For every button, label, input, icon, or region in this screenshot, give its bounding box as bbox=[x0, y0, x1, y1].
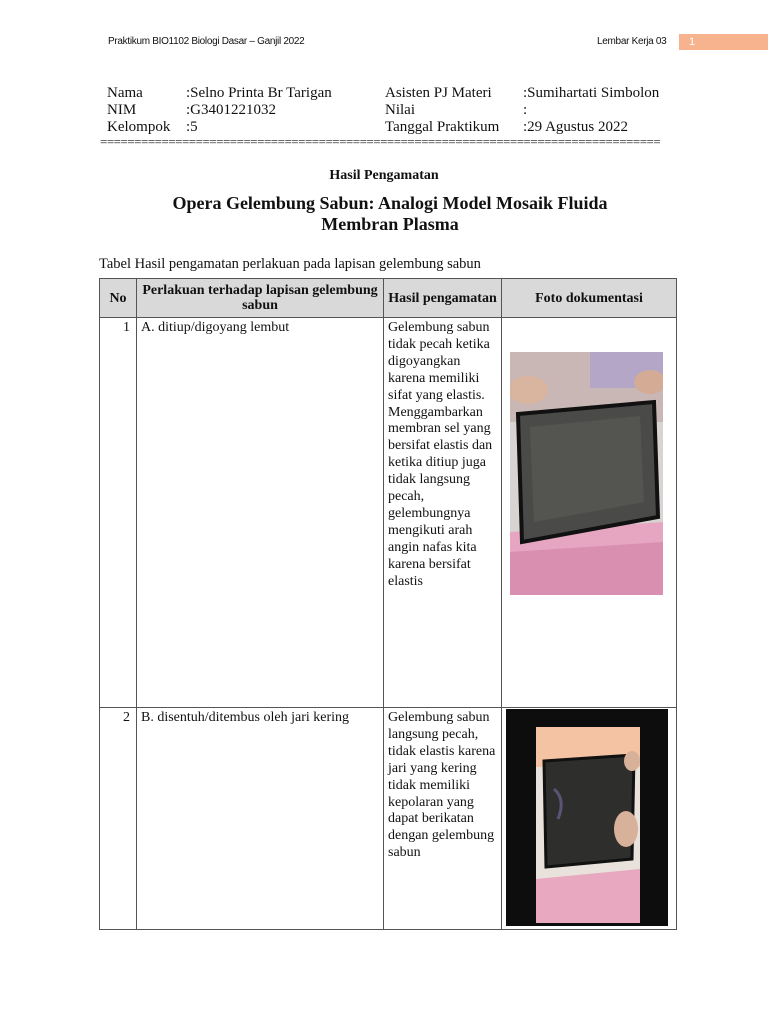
nilai-label: Nilai bbox=[385, 102, 415, 118]
header-photo: Foto dokumentasi bbox=[502, 279, 677, 318]
result-cell: Gelembung sabun langsung pecah, tidak elastis karena jari yang kering tidak memiliki kepolaran yang dapat berikatan dengan gelembung sabun bbox=[384, 708, 502, 930]
main-title: Opera Gelembung Sabun: Analogi Model Mosaik Fluida Membran Plasma bbox=[172, 193, 608, 234]
asisten-value: :Sumihartati Simbolon bbox=[523, 85, 660, 101]
page-number-badge: 1 bbox=[679, 34, 768, 50]
row-number: 1 bbox=[100, 318, 137, 708]
kelompok-label: Kelompok bbox=[107, 119, 171, 135]
documentation-photo bbox=[510, 352, 663, 595]
nama-value: :Selno Printa Br Tarigan bbox=[186, 85, 332, 101]
observation-table bbox=[99, 278, 677, 930]
treatment-cell: A. ditiup/digoyang lembut bbox=[137, 318, 384, 708]
table-row bbox=[100, 318, 677, 708]
tanggal-value: :29 Agustus 2022 bbox=[523, 119, 629, 135]
table-row bbox=[100, 708, 677, 930]
nama-label: Nama bbox=[107, 85, 143, 101]
nim-value: :G3401221032 bbox=[186, 102, 276, 118]
treatment-cell: B. disentuh/ditembus oleh jari kering bbox=[137, 708, 384, 930]
header-result: Hasil pengamatan bbox=[384, 279, 502, 318]
table-caption: Tabel Hasil pengamatan perlakuan pada lapisan gelembung sabun bbox=[99, 256, 481, 272]
nim-label: NIM bbox=[107, 102, 137, 118]
separator-line: ================================================================================== bbox=[100, 135, 661, 149]
result-cell: Gelembung sabun tidak pecah ketika digoyangkan karena memiliki sifat yang elastis. Menggambarkan membran sel yang bersifat elastis dan ketika ditiup juga tidak langsung pecah, gelembungnya mengikuti arah angin nafas kita karena bersifat elastis bbox=[384, 318, 502, 708]
page-header-right: Lembar Kerja 03 bbox=[597, 36, 667, 47]
header-treatment: Perlakuan terhadap lapisan gelembung sabun bbox=[137, 279, 384, 318]
table-header-row bbox=[100, 279, 677, 318]
photo-cell bbox=[502, 708, 677, 930]
row-number: 2 bbox=[100, 708, 137, 930]
nilai-value: : bbox=[523, 102, 528, 118]
documentation-photo bbox=[506, 709, 668, 926]
section-title: Hasil Pengamatan bbox=[329, 168, 439, 183]
page-header-left: Praktikum BIO1102 Biologi Dasar – Ganjil 2022 bbox=[108, 36, 305, 47]
asisten-label: Asisten PJ Materi bbox=[385, 85, 492, 101]
tanggal-label: Tanggal Praktikum bbox=[385, 119, 500, 135]
photo-cell bbox=[502, 318, 677, 708]
header-no: No bbox=[100, 279, 137, 318]
kelompok-value: :5 bbox=[186, 119, 198, 135]
